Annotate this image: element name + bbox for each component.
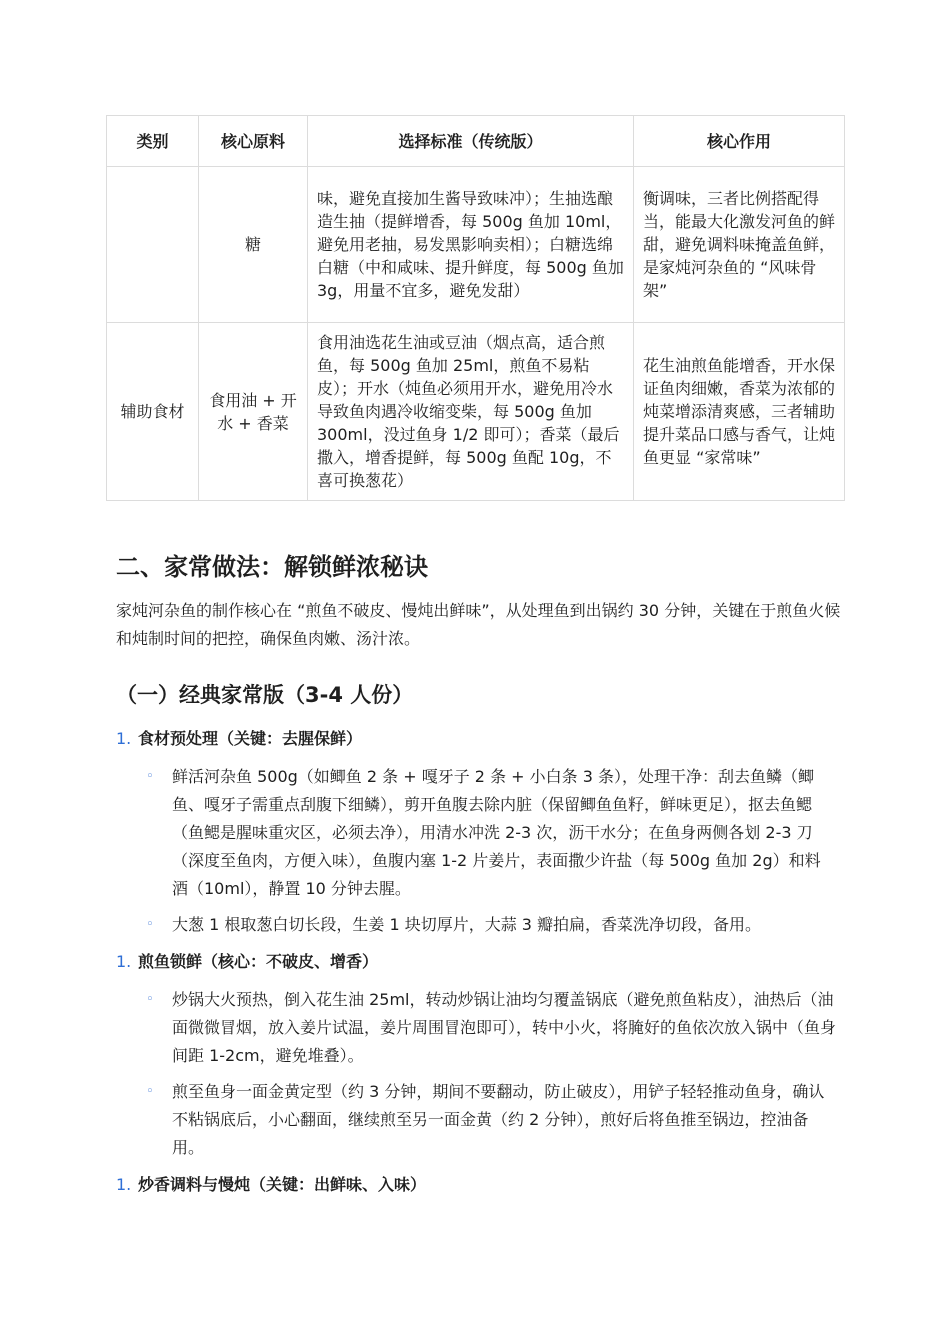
ingredient-table: [106, 115, 845, 501]
cell-role: 花生油煎鱼能增香，开水保证鱼肉细嫩，香菜为浓郁的炖菜增添清爽感，三者辅助提升菜品口感与香气，让炖鱼更显 “家常味”: [634, 323, 845, 501]
step-title: 煎鱼锁鲜（核心：不破皮、增香）: [138, 952, 379, 971]
bullet-circle-icon: ◦: [146, 992, 154, 1007]
list-item: [146, 1078, 836, 1162]
step-number: 1.: [116, 1175, 132, 1194]
list-item: [146, 986, 836, 1070]
header-role: 核心作用: [634, 116, 845, 167]
bullet-circle-icon: ◦: [146, 769, 154, 784]
section-title: 二、家常做法：解锁鲜浓秘诀: [116, 553, 428, 581]
cell-category: [107, 167, 199, 323]
header-ingredient: 核心原料: [199, 116, 308, 167]
subsection-title: （一）经典家常版（3-4 人份）: [116, 683, 414, 707]
bullet-circle-icon: ◦: [146, 917, 154, 932]
list-item-text: 大葱 1 根取葱白切长段，生姜 1 块切厚片，大蒜 3 瓣拍扁，香菜洗净切段，备用。: [172, 915, 762, 934]
cell-category: 辅助食材: [107, 323, 199, 501]
step-bullet-list: [146, 763, 836, 939]
step-heading: [116, 727, 362, 751]
step-heading: [116, 1173, 426, 1197]
bullet-circle-icon: ◦: [146, 1084, 154, 1099]
step-number: 1.: [116, 952, 132, 971]
list-item-text: 炒锅大火预热，倒入花生油 25ml，转动炒锅让油均匀覆盖锅底（避免煎鱼粘皮），油热后（油面微微冒烟，放入姜片试温，姜片周围冒泡即可），转中小火，将腌好的鱼依次放入锅中（鱼身间距 1-2cm，避免堆叠）。: [172, 990, 837, 1065]
list-item: [146, 763, 836, 903]
section-intro: 家炖河杂鱼的制作核心在 “煎鱼不破皮、慢炖出鲜味”，从处理鱼到出锅约 30 分钟，关键在于煎鱼火候和炖制时间的把控，确保鱼肉嫩、汤汁浓。: [116, 601, 841, 648]
cell-role: 衡调味，三者比例搭配得当，能最大化激发河鱼的鲜甜，避免调料味掩盖鱼鲜，是家炖河杂鱼的 “风味骨架”: [634, 167, 845, 323]
cell-ingredient: 食用油 + 开水 + 香菜: [199, 323, 308, 501]
list-item: [146, 911, 836, 939]
list-item-text: 煎至鱼身一面金黄定型（约 3 分钟，期间不要翻动，防止破皮），用铲子轻轻推动鱼身，确认不粘锅底后，小心翻面，继续煎至另一面金黄（约 2 分钟），煎好后将鱼推至锅边，控油备用。: [172, 1082, 825, 1157]
table-row: [107, 167, 845, 323]
header-standard: 选择标准（传统版）: [308, 116, 634, 167]
header-category: 类别: [107, 116, 199, 167]
step-number: 1.: [116, 729, 132, 748]
table-header-row: [107, 116, 845, 167]
cell-ingredient: 糖: [199, 167, 308, 323]
list-item-text: 鲜活河杂鱼 500g（如鲫鱼 2 条 + 嘎牙子 2 条 + 小白条 3 条），处理干净：刮去鱼鳞（鲫鱼、嘎牙子需重点刮腹下细鳞），剪开鱼腹去除内脏（保留鲫鱼鱼籽，鲜味更足），抠去鱼鳃（鱼鳃是腥味重灾区，必须去净），用清水冲洗 2-3 次，沥干水分；在鱼身两侧各划 2-3 刀（深度至鱼肉，方便入味），鱼腹内塞 1-2 片姜片，表面撒少许盐（每 500g 鱼加 2g）和料酒（10ml），静置 10 分钟去腥。: [172, 767, 821, 898]
step-title: 食材预处理（关键：去腥保鲜）: [138, 729, 363, 748]
step-heading: [116, 950, 378, 974]
step-title: 炒香调料与慢炖（关键：出鲜味、入味）: [138, 1175, 427, 1194]
table-row: [107, 323, 845, 501]
step-bullet-list: [146, 986, 836, 1162]
cell-standard: 食用油选花生油或豆油（烟点高，适合煎鱼，每 500g 鱼加 25ml，煎鱼不易粘皮）；开水（炖鱼必须用开水，避免用冷水导致鱼肉遇冷收缩变柴，每 500g 鱼加 300ml，没过鱼身 1/2 即可）；香菜（最后撒入，增香提鲜，每 500g 鱼配 10g，不喜可换葱花）: [308, 323, 634, 501]
cell-standard: 味，避免直接加生酱导致味冲）；生抽选酿造生抽（提鲜增香，每 500g 鱼加 10ml，避免用老抽，易发黑影响卖相）；白糖选绵白糖（中和咸味、提升鲜度，每 500g 鱼加 3g，用量不宜多，避免发甜）: [308, 167, 634, 323]
